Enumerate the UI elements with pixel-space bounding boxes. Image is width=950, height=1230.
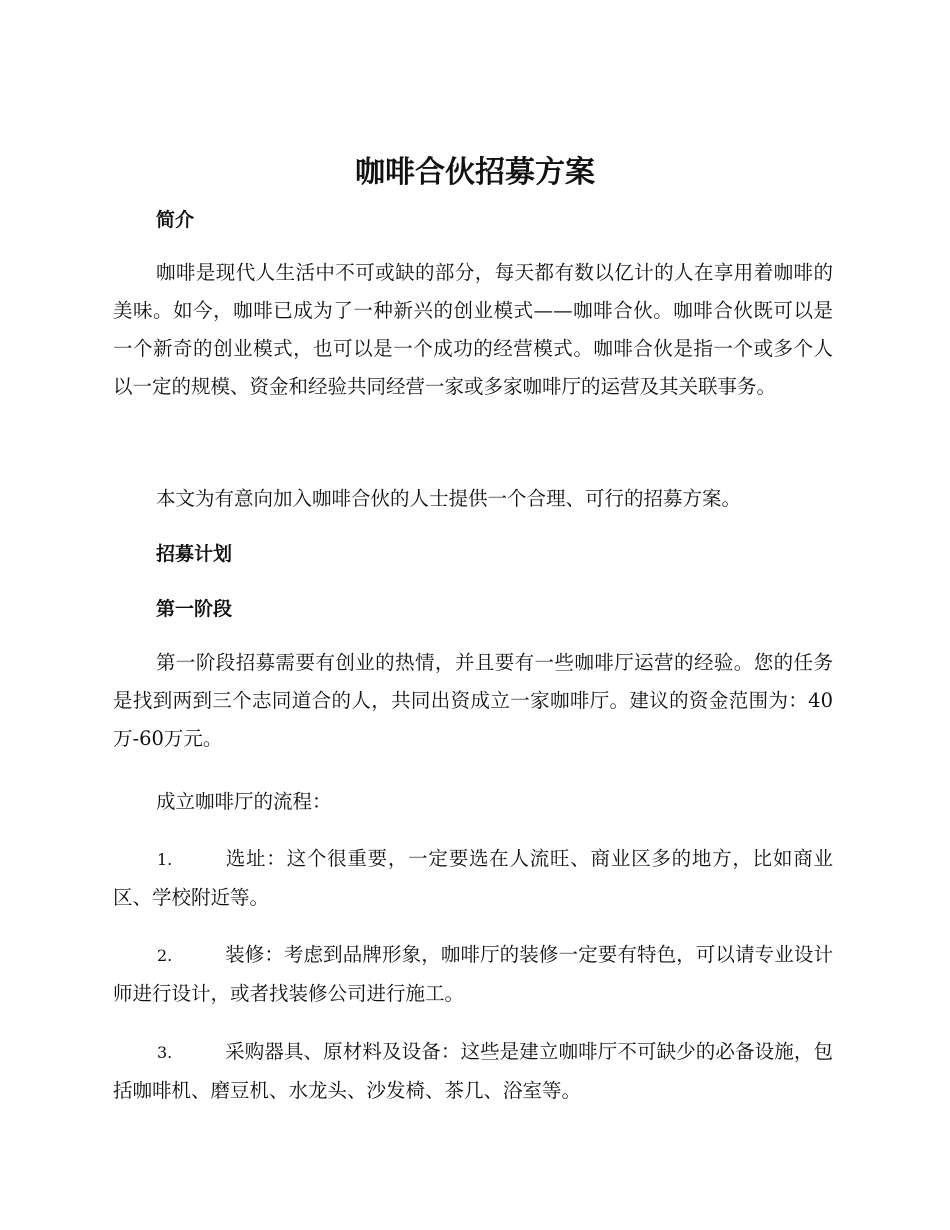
stage1-paragraph: 第一阶段招募需要有创业的热情，并且要有一些咖啡厅运营的经验。您的任务是找到两到三个志同道合的人，共同出资成立一家咖啡厅。建议的资金范围为：40万-60万元。 <box>113 651 833 750</box>
process-label: 成立咖啡厅的流程： <box>156 790 332 813</box>
list-item-text: 采购器具、原材料及设备：这些是建立咖啡厅不可缺少的必备设施，包括咖啡机、磨豆机、水龙头、沙发椅、茶几、浴室等。 <box>113 1040 833 1102</box>
intro-paragraph-1: 咖啡是现代人生活中不可或缺的部分，每天都有数以亿计的人在享用着咖啡的美味。如今，咖啡已成为了一种新兴的创业模式——咖啡合伙。咖啡合伙既可以是一个新奇的创业模式，也可以是一个成功的经营模式。咖啡合伙是指一个或多个人以一定的规模、资金和经验共同经营一家或多家咖啡厅的运营及其关联事务。 <box>113 261 833 398</box>
intro-paragraph-2: 本文为有意向加入咖啡合伙的人士提供一个合理、可行的招募方案。 <box>156 487 742 510</box>
list-item-text: 选址：这个很重要，一定要选在人流旺、商业区多的地方，比如商业区、学校附近等。 <box>113 847 833 909</box>
section-heading-intro: 简介 <box>156 209 195 231</box>
document-title: 咖啡合伙招募方案 <box>355 155 595 190</box>
list-item-number: 1. <box>157 850 173 869</box>
section-heading-stage1: 第一阶段 <box>156 598 233 620</box>
list-item <box>113 840 833 917</box>
section-heading-plan: 招募计划 <box>156 543 233 565</box>
list-item <box>113 1033 833 1110</box>
list-item-number: 2. <box>157 946 173 965</box>
list-item <box>113 936 833 1013</box>
list-item-number: 3. <box>157 1043 173 1062</box>
list-item-text: 装修：考虑到品牌形象，咖啡厅的装修一定要有特色，可以请专业设计师进行设计，或者找装修公司进行施工。 <box>113 943 833 1005</box>
